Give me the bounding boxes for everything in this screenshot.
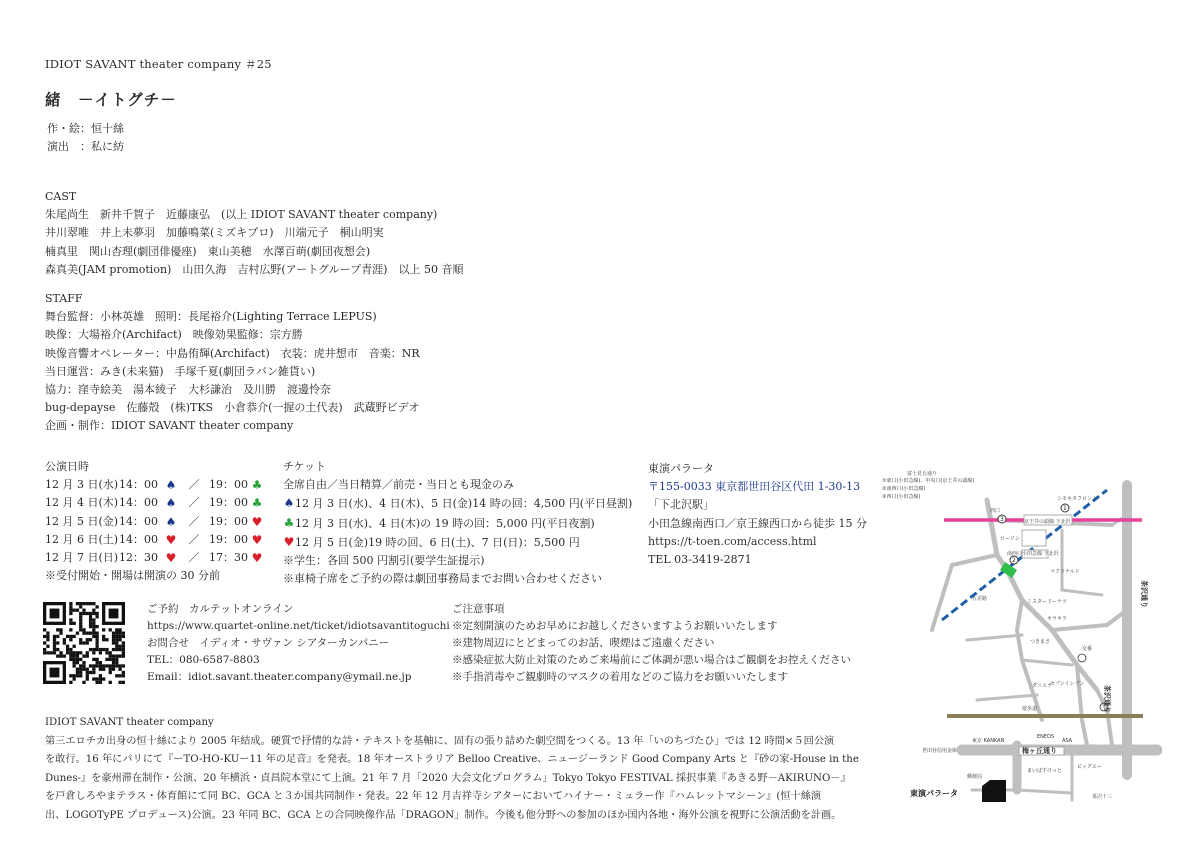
- venue-station: 「下北沢駅」: [648, 498, 714, 512]
- schedule-date: 12 月 3 日(水): [45, 478, 119, 492]
- staff-line: bug-depayse 佐藤殻 (株)TKS 小倉恭介(一握の土代表) 武蔵野ビデオ: [45, 401, 420, 415]
- qr-code-image: [43, 602, 125, 684]
- suit-heart-icon: ♥: [251, 551, 263, 566]
- map-shop: 交番: [1082, 646, 1093, 652]
- schedule-section: [45, 458, 265, 585]
- schedule-time: 14：00: [119, 496, 158, 510]
- map-shop: ローソン: [1000, 536, 1020, 542]
- schedule-time: 12：30: [119, 551, 158, 565]
- schedule-separator: ／: [188, 551, 200, 565]
- map-shop: 茶沢十三: [1092, 794, 1113, 800]
- venue-name: 東演パラータ: [648, 462, 714, 475]
- ticket-line: 全席自由／当日精算／前売・当日とも現金のみ: [283, 478, 514, 492]
- map-venue-building: [982, 780, 1006, 802]
- map-venue-label: 東演パラータ: [910, 789, 958, 798]
- map-shop: 西口: [990, 508, 1001, 514]
- suit-heart-icon: ♥: [165, 532, 177, 547]
- map-shop: 富士見丘通り: [907, 471, 938, 477]
- ticket-price: 12 月 3 日(水)、4 日(木)の 19 時の回：5,000 円(平日夜割): [295, 516, 595, 530]
- schedule-heading: 公演日時: [45, 460, 89, 473]
- map-legend-3: ③西口(小田急線): [882, 494, 921, 500]
- schedule-date: 12 月 4 日(木): [45, 496, 119, 510]
- schedule-time: 19：00: [209, 496, 248, 510]
- staff-section: [45, 290, 420, 436]
- schedule-time: 17：30: [209, 551, 248, 565]
- notes-heading: ご注意事項: [452, 603, 505, 615]
- access-map: [872, 460, 1162, 820]
- company-line: 出、LOGOTyPE プロデュース)公演。23 年同 BC、GCA との合同映像作品「DRAGON」制作。今後も他分野への参加のほか国内各地・海外公演を視野に公演活動を計画。: [45, 809, 842, 821]
- map-shop: ダニエラ: [1032, 683, 1053, 689]
- staff-line: 企画・制作：IDIOT SAVANT theater company: [45, 419, 294, 433]
- schedule-date: 12 月 5 日(金): [45, 514, 119, 528]
- notes-line: ※定刻開演のためお早めにお越しくださいますようお願いいたします: [452, 620, 778, 632]
- notes-line: ※感染症拡大防止対策のためご来場前にご体調が悪い場合はご観劇をお控えください: [452, 654, 851, 666]
- schedule-time: 14：00: [119, 478, 158, 492]
- venue-access: 小田急線南西口／京王線西口から徒歩 15 分: [648, 516, 867, 530]
- page-title: 緒 －イトグチ－: [45, 90, 177, 109]
- schedule-time: 14：00: [119, 514, 158, 528]
- map-shop: ASA: [1062, 738, 1073, 744]
- schedule-time: 14：00: [119, 532, 158, 546]
- map-legend-1: ①東口(小田急線)、中央口(京王井の頭線): [882, 478, 975, 484]
- notes-line: ※手指消毒やご観劇時のマスクの着用などのご協力をお願いいたします: [452, 671, 788, 683]
- venue-postal: 〒155-0033: [648, 480, 712, 494]
- schedule-time: 19：00: [209, 514, 248, 528]
- cast-heading: CAST: [45, 190, 77, 203]
- map-shop: ビッグエー: [1077, 764, 1102, 770]
- staff-line: 映像音響オペレーター：中島侑輝(Archifact) 衣装：虎井想市 音楽：NR: [45, 346, 420, 360]
- suit-heart-icon: ♥: [251, 532, 263, 547]
- staff-heading: STAFF: [45, 292, 83, 305]
- company-line: IDIOT SAVANT theater company ＃25: [45, 57, 272, 71]
- ticket-price: 12 月 5 日(金)19 時の回、6 日(土)、7 日(日)：5,500 円: [295, 535, 580, 549]
- company-line: Dunes-』を豪州滞在制作・公演、20 年横浜・貞昌院本堂にて上演。21 年 7 月「2020 大会文化プログラム」Tokyo Tokyo FESTIVAL 採択事業『あきる野－AKIRUNO－』: [45, 772, 851, 784]
- booking-contact: お問合せ イディオ・サヴァン シアターカンパニー: [147, 637, 390, 649]
- schedule-separator: ／: [188, 514, 200, 528]
- notes-section: [452, 601, 851, 686]
- ticket-student: ※学生：各回 500 円割引(要学生証提示): [283, 554, 485, 568]
- schedule-separator: ／: [188, 496, 200, 510]
- venue-section: [648, 460, 867, 569]
- company-line: を戸倉しろやまテラス・体育館にて同 BC、GCA と３か国共同制作・発表。22 年 12 月吉祥寺シアターにおいてハイナー・ミュラー作『ハムレットマシーン』(恒十絲演: [45, 791, 822, 802]
- map-shop: マクドナルド: [1050, 569, 1080, 575]
- ticket-items: [283, 494, 632, 552]
- ticket-section: [283, 458, 632, 588]
- map-shop: 世田谷信用金庫: [922, 748, 958, 754]
- schedule-rows: [45, 476, 265, 567]
- venue-address-line: [648, 478, 867, 496]
- booking-heading: ご予約 カルテットオンライン: [147, 603, 294, 615]
- company-line: 第三エロチカ出身の恒十絲により 2005 年結成。硬質で抒情的な詩・テキストを基軸に、固有の張り詰めた劇空間をつくる。13 年「いのちづたひ」では 12 時間×５回公演: [45, 735, 835, 747]
- station-exit-2: 2: [1012, 557, 1016, 564]
- credit-director: 演出 ：私に紡: [47, 140, 124, 153]
- company-section: [45, 714, 890, 825]
- cast-line: 井川翠唯 井上未夢羽 加藤鳴菜(ミズキプロ) 川端元子 桐山明実: [45, 226, 384, 240]
- staff-line: 舞台監督：小林英雄 照明：長尾裕介(Lighting Terrace LEPUS): [45, 310, 377, 324]
- venue-tel: TEL 03-3419-2871: [648, 553, 752, 567]
- ticket-wheelchair: ※車椅子席をご予約の際は劇団事務局までお問い合わせください: [283, 572, 602, 586]
- map-shop: 東京 KANKAN: [972, 738, 1005, 744]
- staff-line: 映像：大場裕介(Archifact) 映像効果監修：宗方勝: [45, 328, 303, 342]
- schedule-time: 19：00: [209, 478, 248, 492]
- schedule-separator: ／: [188, 478, 200, 492]
- map-shop: ミスタードーナツ: [1027, 599, 1067, 605]
- map-yudou-label: 遊歩道: [1022, 706, 1038, 712]
- map-shop: つきまさ: [1030, 639, 1051, 645]
- suit-spade-icon: ♠: [165, 496, 177, 511]
- suit-club-icon: ♣: [251, 496, 263, 511]
- booking-url[interactable]: https://www.quartet-online.net/ticket/idiotsavantitoguchi: [147, 620, 450, 632]
- suit-heart-icon: ♥: [165, 551, 177, 566]
- schedule-row: [45, 513, 265, 531]
- suit-heart-icon: ♥: [251, 514, 263, 529]
- schedule-date: 12 月 6 日(土): [45, 532, 119, 546]
- venue-address: 東京都世田谷区代田 1-30-13: [715, 480, 861, 494]
- map-odakyu-label: 小田急線 下北沢: [1022, 551, 1059, 557]
- map-umegaoka-label: 梅ヶ丘通り: [1022, 747, 1057, 755]
- suit-heart-icon: ♥: [283, 534, 295, 549]
- schedule-time: 19：00: [209, 532, 248, 546]
- ticket-item: [283, 533, 632, 552]
- walking-path: [947, 714, 1143, 718]
- staff-line: 当日運営：みき(未来猫) 手塚千夏(劇団ラバン雑貨い): [45, 364, 316, 378]
- map-shop: キラキラ: [1047, 616, 1068, 622]
- suit-spade-icon: ♠: [165, 514, 177, 529]
- ticket-heading: チケット: [283, 460, 327, 473]
- suit-club-icon: ♣: [251, 478, 263, 493]
- map-shop: 南西口: [1007, 551, 1023, 557]
- venue-url[interactable]: https://t-toen.com/access.html: [648, 534, 817, 548]
- station-exit-3: 3: [1000, 516, 1004, 523]
- schedule-date: 12 月 7 日(日): [45, 551, 119, 565]
- cast-section: [45, 188, 463, 279]
- station-exit-1: 1: [1063, 505, 1067, 512]
- map-shop: 五差路: [972, 596, 988, 602]
- booking-section: [147, 601, 450, 686]
- map-chazawa-label-2: 茶沢通り: [1103, 685, 1111, 713]
- company-line: を敢行。16 年にパリにて『ーTO-HO-KUー11 年の足音』を発表。18 年オーストラリア Belloo Creative、ニュージーランド Good Company Arts と『砂の家-House in the: [45, 754, 859, 765]
- map-shop: 郵便局: [967, 774, 983, 780]
- map-keio-label: 京王井の頭線 下北沢: [1024, 519, 1071, 525]
- map-shop: ENEOS: [1037, 734, 1055, 740]
- schedule-row: [45, 549, 265, 567]
- map-shop: シモキタフロント: [1057, 496, 1097, 502]
- staff-line: 協力：窪寺絵美 湯本綾子 大杉謙治 及川勝 渡邊怜奈: [45, 383, 331, 397]
- ticket-price: 12 月 3 日(水)、4 日(木)、5 日(金)14 時の回：4,500 円(平日昼割): [295, 497, 633, 511]
- suit-spade-icon: ♠: [165, 478, 177, 493]
- ticket-item: [283, 494, 632, 513]
- cast-line: 朱尾尚生 新井千賀子 近藤康弘 (以上 IDIOT SAVANT theater company): [45, 208, 438, 222]
- notes-line: ※建物周辺にとどまってのお話、喫煙はご遠慮ください: [452, 637, 715, 649]
- schedule-row: [45, 531, 265, 549]
- company-heading: IDIOT SAVANT theater company: [45, 717, 214, 728]
- map-chazawa-label: 茶沢通り: [1140, 580, 1148, 608]
- booking-tel: TEL：080-6587-8803: [147, 654, 260, 666]
- schedule-row: [45, 494, 265, 512]
- map-legend-2: ②南西口(小田急線): [882, 486, 926, 492]
- booking-email[interactable]: Email：idiot.savant.theater.company@ymail.ne.jp: [147, 671, 412, 683]
- qr-code[interactable]: [43, 602, 125, 684]
- suit-club-icon: ♣: [283, 515, 295, 530]
- ticket-item: [283, 514, 632, 533]
- map-school-icon: [1078, 654, 1086, 662]
- map-shop: セブンイレブン: [1050, 681, 1085, 687]
- schedule-row: [45, 476, 265, 494]
- map-shop: まいばすけっと: [1027, 768, 1063, 774]
- cast-line: 森真美(JAM promotion) 山田久海 吉村広野(アートグループ青涯) 以上 50 音順: [45, 262, 464, 276]
- schedule-separator: ／: [188, 532, 200, 546]
- suit-spade-icon: ♠: [283, 496, 295, 511]
- cast-line: 楠真里 関山杏理(劇団俳優座) 東山美穂 水澤百萌(劇団夜想会): [45, 244, 371, 258]
- credit-author: 作・絵：恒十絲: [47, 122, 124, 135]
- schedule-note: ※受付開始・開場は開演の 30 分前: [45, 569, 220, 583]
